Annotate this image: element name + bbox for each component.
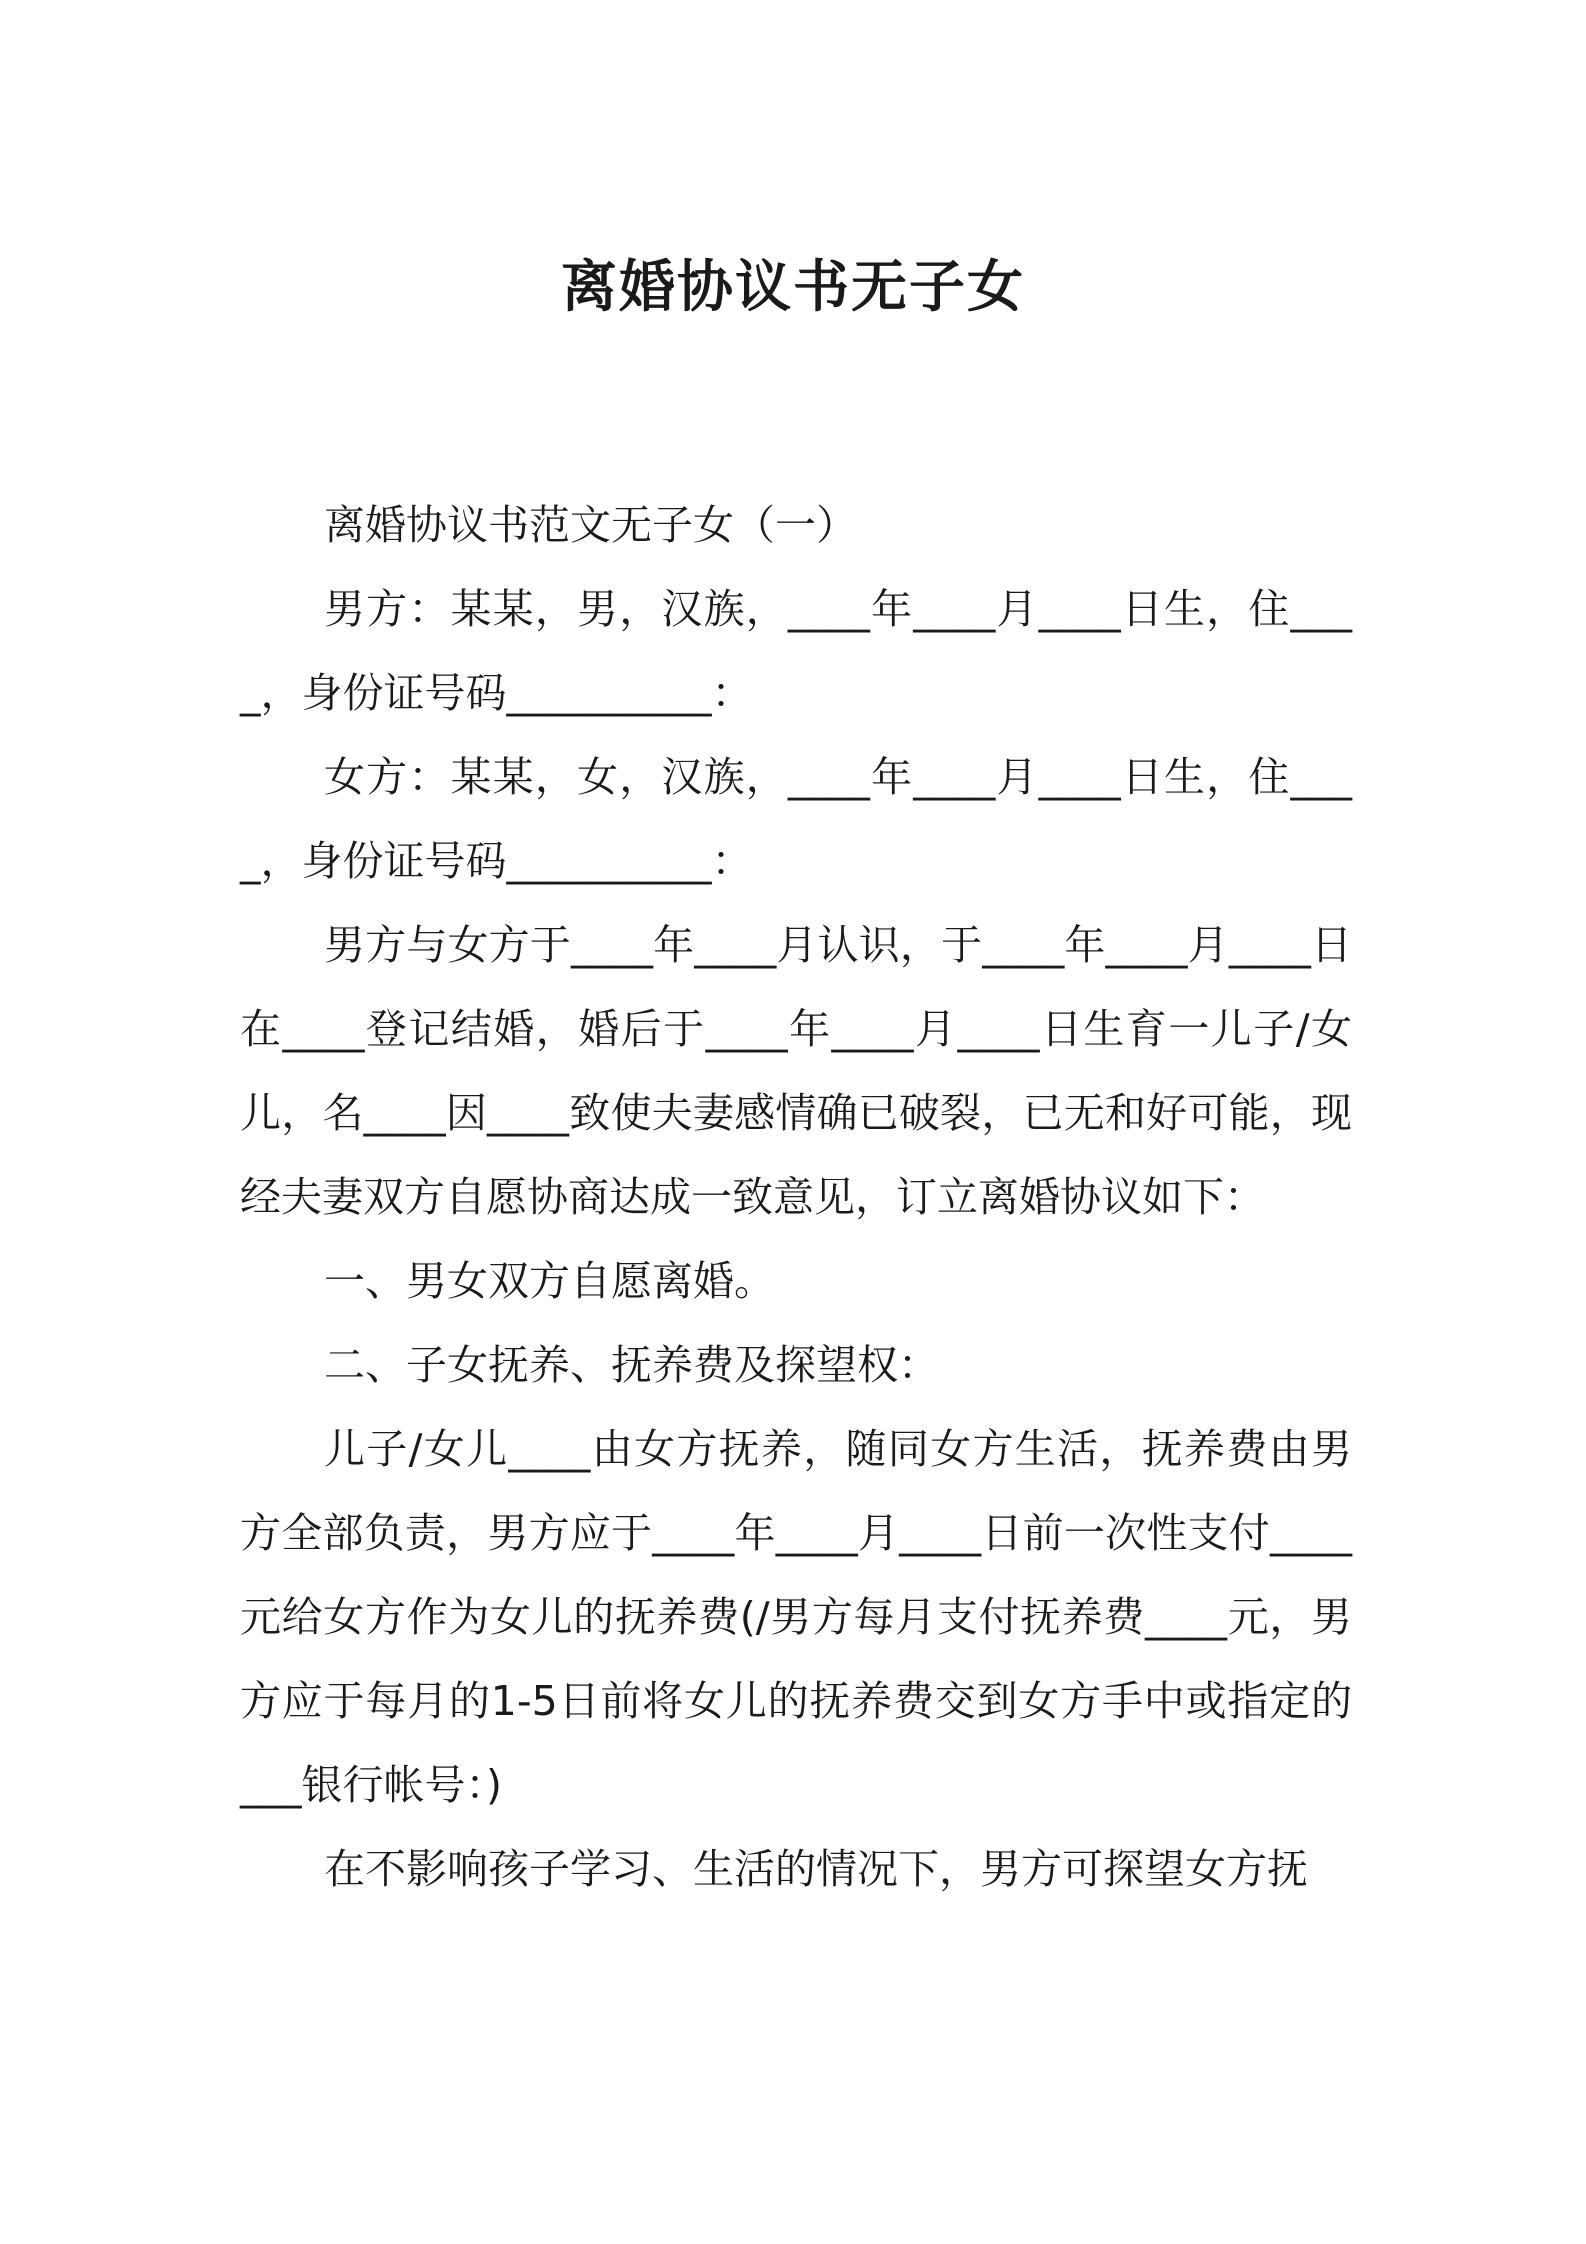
child-support-paragraph: 儿子/女儿____由女方抚养，随同女方生活，抚养费由男方全部负责，男方应于____年____月____日前一次性支付____元给女方作为女儿的抚养费(/男方每月支付抚养费____元，男方应于每月的1-5日前将女儿的抚养费交到女方手中或指定的___银行帐号：) <box>240 1425 1352 1809</box>
document-body <box>240 483 1352 1911</box>
male-party-paragraph: 男方：某某，男，汉族，____年____月____日生，住____，身份证号码__________： <box>240 585 1352 717</box>
document-title: 离婚协议书无子女 <box>561 255 1025 320</box>
visitation-paragraph: 在不影响孩子学习、生活的情况下，男方可探望女方抚 <box>324 1845 1308 1893</box>
clause-two-heading: 二、子女抚养、抚养费及探望权： <box>324 1341 939 1389</box>
female-party-paragraph: 女方：某某，女，汉族，____年____月____日生，住____，身份证号码__________： <box>240 753 1352 885</box>
clause-one-paragraph: 一、男女双方自愿离婚。 <box>324 1257 775 1305</box>
subtitle-paragraph: 离婚协议书范文无子女（一） <box>324 501 857 549</box>
marriage-background-paragraph: 男方与女方于____年____月认识，于____年____月____日在____登记结婚，婚后于____年____月____日生育一儿子/女儿，名____因____致使夫妻感情确已破裂，已无和好可能，现经夫妻双方自愿协商达成一致意见，订立离婚协议如下： <box>240 921 1352 1221</box>
